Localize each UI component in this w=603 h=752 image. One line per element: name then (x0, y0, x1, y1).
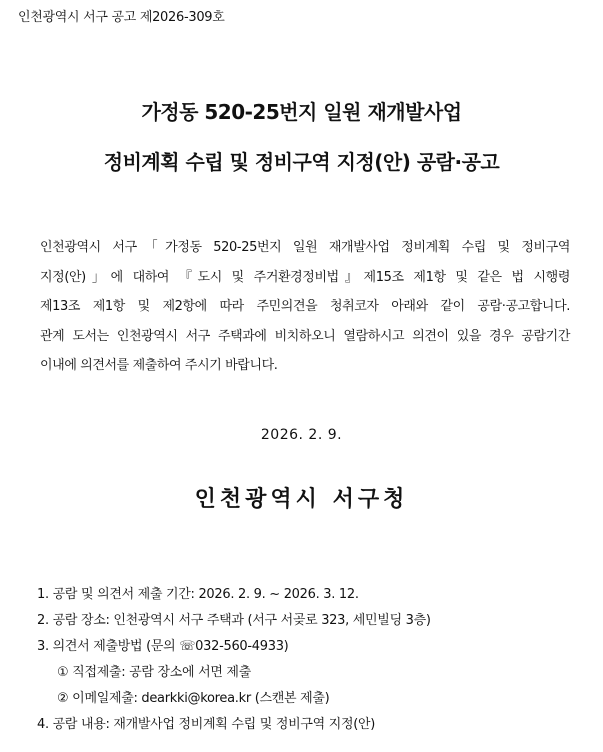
notice-date: 2026. 2. 9. (260, 427, 343, 443)
body-line: 제13조 제1항 및 제2항에 따라 주민의견을 청취코자 아래와 같이 공람·공고합니다. (40, 299, 570, 314)
notice-items-list (37, 585, 431, 741)
body-line: 인천광역시 서구「가정동 520-25번지 일원 재개발사업 정비계획 수립 및 정비구역 (40, 240, 570, 255)
list-item: 3. 의견서 제출방법 (문의 ☏032-560-4933) (37, 639, 289, 654)
body-line: 이내에 의견서를 제출하여 주시기 바랍니다. (40, 358, 278, 373)
list-item: 2. 공람 장소: 인천광역시 서구 주택과 (서구 서곶로 323, 세민빌딩 3층) (37, 613, 431, 628)
list-subitem: ② 이메일제출: dearkki@korea.kr (스캔본 제출) (57, 691, 330, 706)
list-subitem: ① 직접제출: 공람 장소에 서면 제출 (57, 665, 251, 680)
body-paragraph (40, 233, 570, 381)
list-item: 1. 공람 및 의견서 제출 기간: 2026. 2. 9. ~ 2026. 3. 12. (37, 587, 359, 602)
body-line: 관계 도서는 인천광역시 서구 주택과에 비치하오니 열람하시고 의견이 있을 경우 공람기간 (40, 328, 570, 344)
title-line-2: 정비계획 수립 및 정비구역 지정(안) 공람·공고 (103, 150, 500, 174)
notice-number: 인천광역시 서구 공고 제2026-309호 (18, 10, 225, 25)
body-line: 지정(안)」에 대하여 『도시 및 주거환경정비법』제15조 제1항 및 같은 법 시행령 (40, 269, 570, 285)
issuer-name: 인천광역시 서구청 (194, 487, 409, 512)
list-item: 4. 공람 내용: 재개발사업 정비계획 수립 및 정비구역 지정(안) (37, 717, 376, 732)
title-line-1: 가정동 520-25번지 일원 재개발사업 (141, 100, 462, 124)
